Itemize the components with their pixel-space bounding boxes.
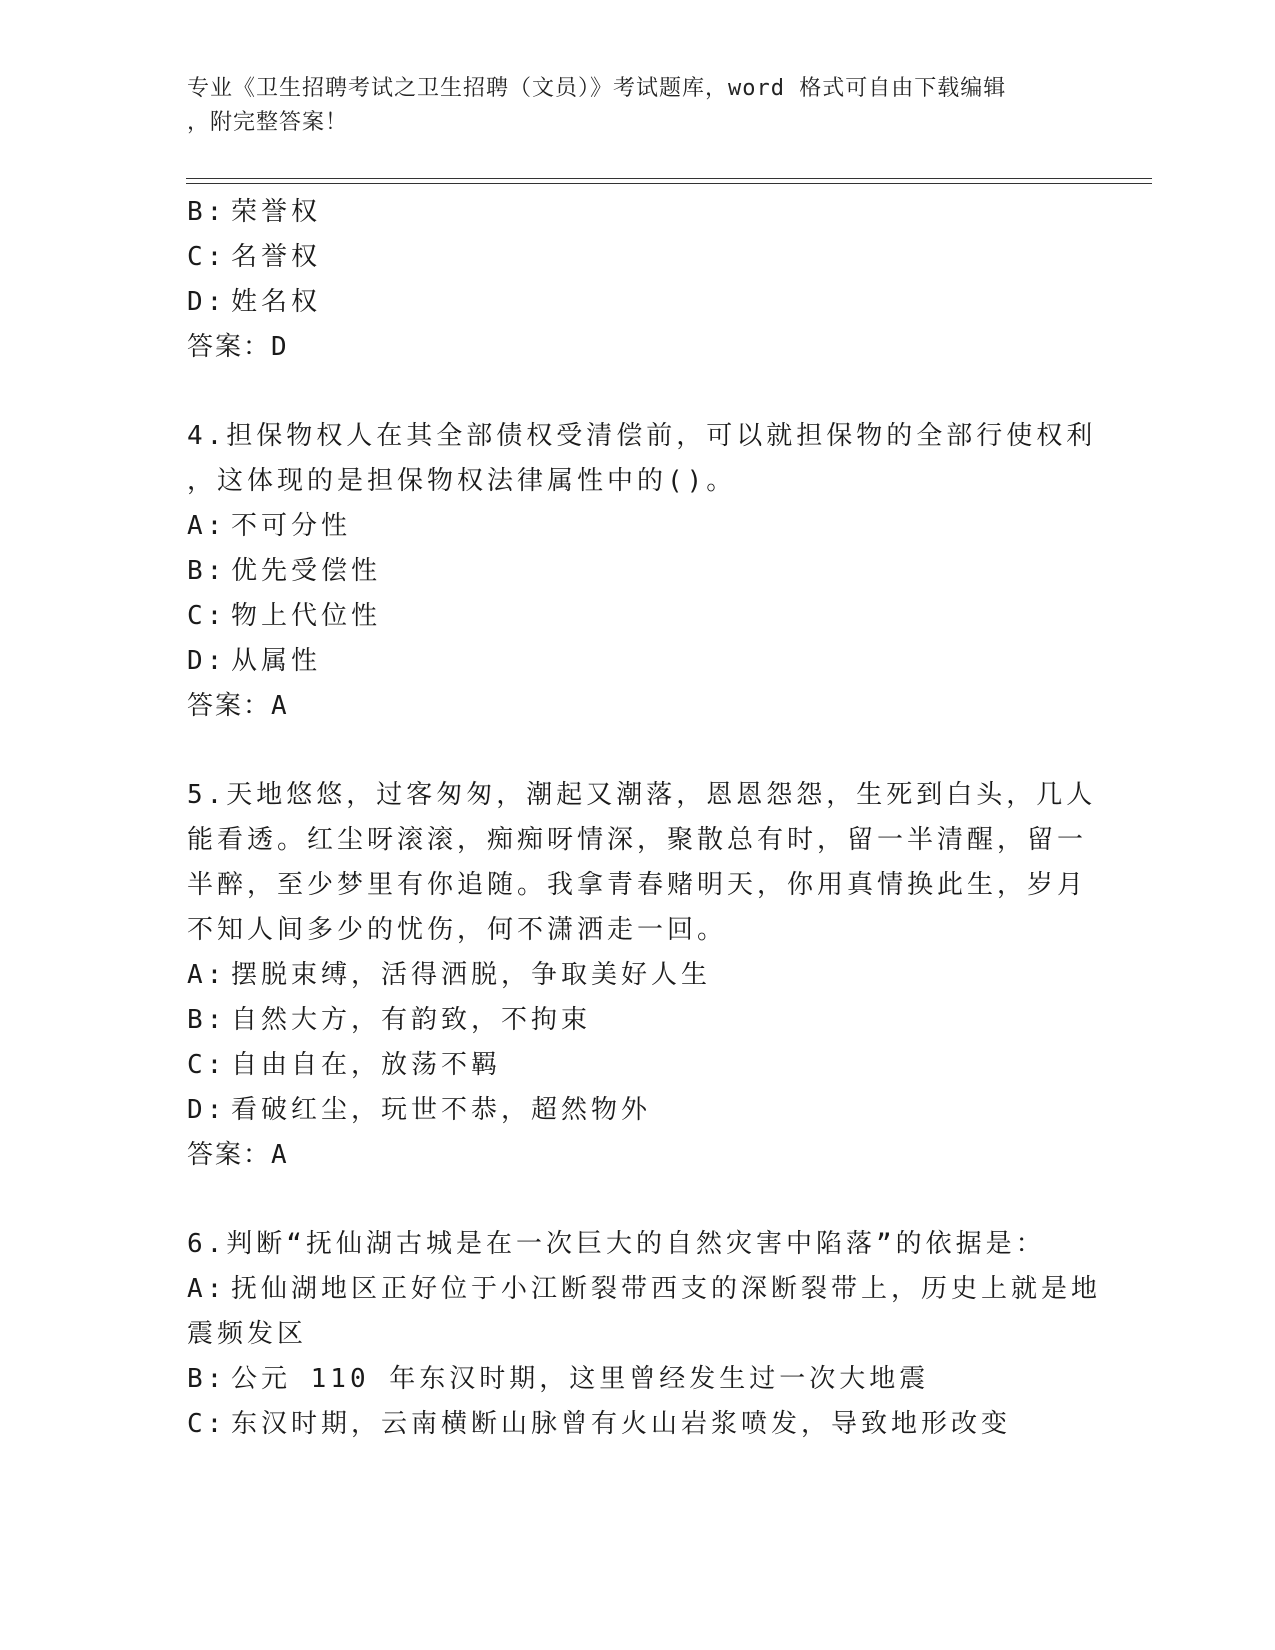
option-text: 看破红尘，玩世不恭，超然物外	[231, 1095, 652, 1125]
answer-line: 答案：A	[187, 691, 289, 721]
option-key: B:	[187, 556, 227, 586]
option-key: D:	[187, 1095, 227, 1125]
header-line-2: ，附完整答案！	[187, 110, 349, 135]
option-key: D:	[187, 287, 227, 317]
option-text: 公元 110 年东汉时期，这里曾经发生过一次大地震	[231, 1364, 930, 1394]
spacer	[187, 729, 1087, 773]
answer-line: 答案：D	[187, 332, 289, 362]
option-a	[187, 504, 1087, 549]
option-key: A:	[187, 960, 227, 990]
option-key: C:	[187, 1409, 227, 1439]
question-list	[187, 190, 1102, 1447]
option-text: 摆脱束缚，活得洒脱，争取美好人生	[231, 960, 712, 990]
answer-line: 答案：A	[187, 1140, 289, 1170]
spacer	[187, 1178, 1087, 1222]
option-key: B:	[187, 197, 227, 227]
option-key: A:	[187, 1274, 227, 1304]
option-text: 名誉权	[231, 242, 322, 272]
question-stem-line: 5.天地悠悠，过客匆匆，潮起又潮落，恩恩怨怨，生死到白头，几人	[187, 780, 1097, 810]
option-b	[187, 549, 1087, 594]
option-c	[187, 1402, 1087, 1447]
document-header	[187, 72, 1087, 140]
option-d	[187, 639, 1087, 684]
option-text: 从属性	[231, 646, 322, 676]
spacer	[187, 370, 1087, 414]
question-5	[187, 773, 1097, 1178]
question-stem-line: 半醉，至少梦里有你追随。我拿青春赌明天，你用真情换此生，岁月	[187, 870, 1088, 900]
question-4	[187, 414, 1097, 729]
option-c	[187, 1043, 1087, 1088]
option-d	[187, 280, 1087, 325]
question-6	[187, 1222, 1102, 1447]
question-stem-line: 6.判断“抚仙湖古城是在一次巨大的自然灾害中陷落”的依据是：	[187, 1229, 1046, 1259]
option-key: C:	[187, 242, 227, 272]
question-stem-line: 4.担保物权人在其全部债权受清偿前，可以就担保物的全部行使权利	[187, 421, 1097, 451]
header-divider-top	[186, 178, 1152, 179]
header-line-1: 专业《卫生招聘考试之卫生招聘（文员）》考试题库，word 格式可自由下载编辑	[187, 76, 1007, 101]
option-c	[187, 594, 1087, 639]
option-text: 自然大方，有韵致，不拘束	[231, 1005, 592, 1035]
question-3-continued	[187, 190, 1087, 370]
option-text: 自由自在，放荡不羁	[231, 1050, 502, 1080]
option-text: 东汉时期，云南横断山脉曾有火山岩浆喷发，导致地形改变	[231, 1409, 1012, 1439]
option-c	[187, 235, 1087, 280]
option-a-continued: 震频发区	[187, 1319, 308, 1349]
option-key: B:	[187, 1005, 227, 1035]
header-divider-bottom	[186, 183, 1152, 184]
option-text: 荣誉权	[231, 197, 322, 227]
option-a	[187, 1267, 1102, 1312]
option-text: 物上代位性	[231, 601, 382, 631]
option-text: 不可分性	[231, 511, 352, 541]
option-key: D:	[187, 646, 227, 676]
option-text: 抚仙湖地区正好位于小江断裂带西支的深断裂带上，历史上就是地	[231, 1274, 1102, 1304]
question-stem-line: 不知人间多少的忧伤，何不潇洒走一回。	[187, 915, 728, 945]
option-key: B:	[187, 1364, 227, 1394]
option-d	[187, 1088, 1087, 1133]
option-key: A:	[187, 511, 227, 541]
option-key: C:	[187, 1050, 227, 1080]
option-text: 姓名权	[231, 287, 322, 317]
question-stem-line: ，这体现的是担保物权法律属性中的()。	[187, 466, 737, 496]
option-b	[187, 1357, 1087, 1402]
option-b	[187, 190, 1087, 235]
option-key: C:	[187, 601, 227, 631]
option-a	[187, 953, 1087, 998]
option-text: 优先受偿性	[231, 556, 382, 586]
option-b	[187, 998, 1087, 1043]
question-stem-line: 能看透。红尘呀滚滚，痴痴呀情深，聚散总有时，留一半清醒，留一	[187, 825, 1088, 855]
